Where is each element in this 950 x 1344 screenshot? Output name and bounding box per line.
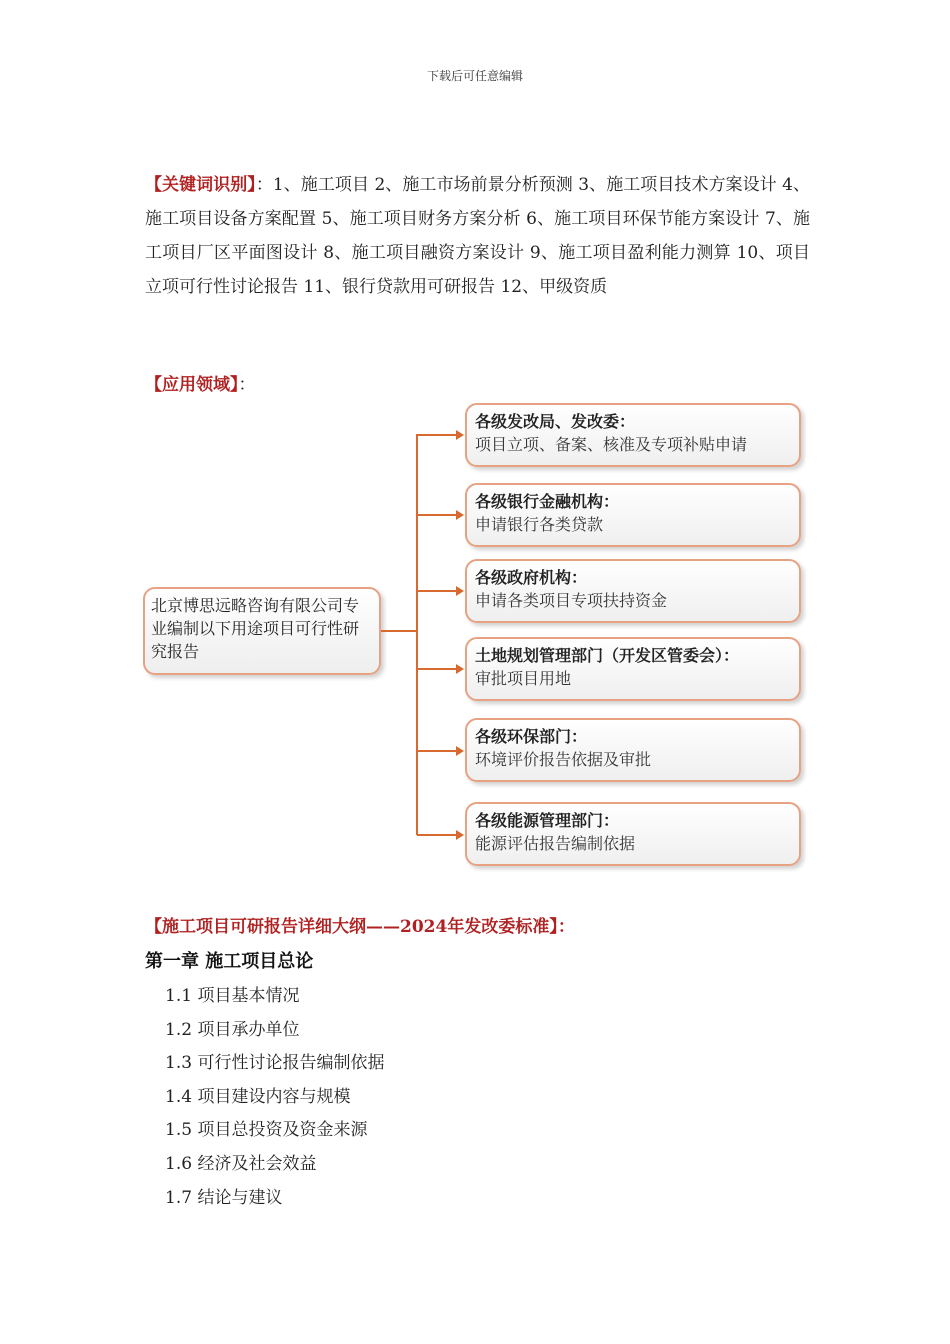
connector-branch-1 (417, 434, 457, 436)
applications-suffix: ： (238, 375, 256, 395)
arrow-2 (456, 510, 464, 520)
application-title: 各级发改局、发改委： (475, 412, 636, 431)
header-note: 下载后可任意编辑 (426, 69, 523, 83)
diagram-center-box: 北京博思远略咨询有限公司专业编制以下用途项目可行性研究报告 (143, 587, 381, 675)
connector-branch-2 (417, 514, 457, 516)
application-title: 各级能源管理部门： (475, 811, 620, 830)
application-desc: 能源评估报告编制依据 (475, 834, 636, 853)
connector-branch-4 (417, 668, 457, 670)
application-box-1 (465, 403, 801, 467)
toc-item: 1.6 经济及社会效益 (165, 1153, 317, 1174)
application-desc: 申请银行各类贷款 (475, 515, 604, 534)
application-title: 土地规划管理部门（开发区管委会）： (475, 646, 740, 665)
application-title: 各级环保部门： (475, 727, 588, 746)
application-box-2 (465, 483, 801, 547)
applications-heading (145, 370, 256, 395)
toc-item: 1.3 可行性讨论报告编制依据 (165, 1053, 385, 1074)
chapter-heading: 第一章 施工项目总论 (145, 951, 314, 972)
connector-main (381, 630, 417, 632)
toc-item: 1.4 项目建设内容与规模 (165, 1086, 351, 1107)
connector-branch-5 (417, 750, 457, 752)
keywords-paragraph (145, 168, 810, 304)
application-title: 各级银行金融机构： (475, 492, 620, 511)
connector-branch-6 (417, 834, 457, 836)
connector-trunk (416, 434, 418, 835)
application-desc: 环境评价报告依据及审批 (475, 750, 652, 769)
application-box-4 (465, 637, 801, 701)
application-box-5 (465, 718, 801, 782)
arrow-6 (456, 830, 464, 840)
arrow-3 (456, 586, 464, 596)
toc-list (165, 980, 384, 1215)
application-box-3 (465, 559, 801, 623)
outline-title: 【施工项目可研报告详细大纲——2024年发改委标准】： (145, 917, 575, 937)
application-box-6 (465, 802, 801, 866)
toc-item: 1.7 结论与建议 (165, 1187, 283, 1208)
toc-item: 1.5 项目总投资及资金来源 (165, 1120, 368, 1141)
arrow-5 (456, 746, 464, 756)
applications-label: 【应用领域】 (145, 375, 239, 395)
arrow-1 (456, 430, 464, 440)
keywords-label: 【关键词识别】 (145, 175, 256, 195)
arrow-4 (456, 664, 464, 674)
toc-item: 1.2 项目承办单位 (165, 1019, 300, 1040)
toc-item: 1.1 项目基本情况 (165, 986, 300, 1006)
application-title: 各级政府机构： (475, 568, 588, 587)
keywords-text: ：1、施工项目 2、施工市场前景分析预测 3、施工项目技术方案设计 4、施工项目设备方案配置 5、施工项目财务方案分析 6、施工项目环保节能方案设计 7、施工项目厂区平面图设计 8、施工项目融资方案设计 9、施工项目盈利能力测算 10、项目立项可行性讨论报告 11、银行贷款用可研报告 12、甲级资质 (145, 175, 810, 297)
application-desc: 审批项目用地 (475, 669, 572, 688)
application-desc: 项目立项、备案、核准及专项补贴申请 (475, 435, 748, 454)
application-desc: 申请各类项目专项扶持资金 (475, 591, 668, 610)
connector-branch-3 (417, 590, 457, 592)
